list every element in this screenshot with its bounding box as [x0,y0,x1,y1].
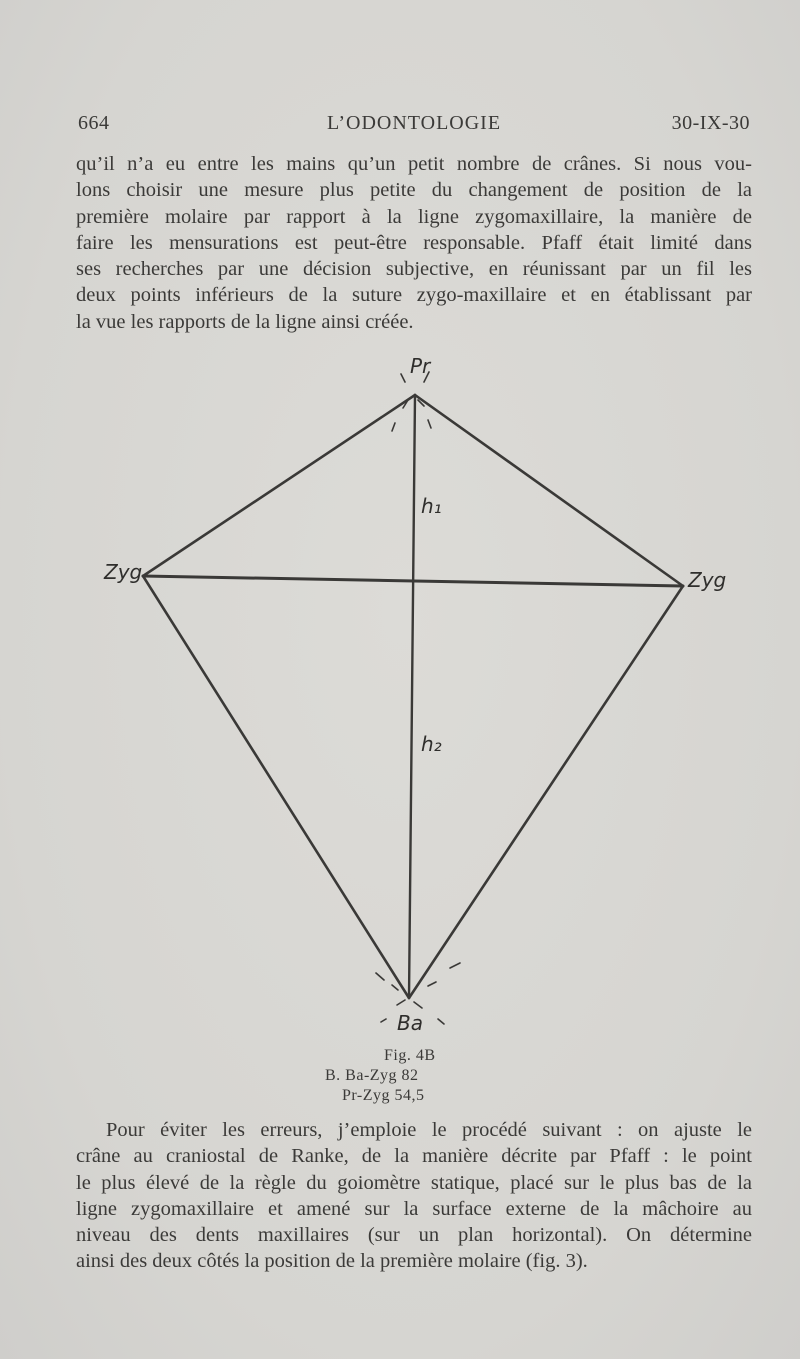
text-line: ses recherches par une décision subjective, en réunissant par un fil les [76,258,752,281]
ba-tick [376,973,384,980]
journal-title: L’ODONTOLOGIE [326,112,502,134]
text-line [76,1117,752,1143]
edge-pr-left-zyg [143,395,415,576]
figure-caption-line: Pr-Zyg 54,5 [342,1087,425,1104]
ba-tick [392,985,398,990]
ba-tick [381,1019,386,1022]
text-line: première molaire par rapport à la ligne zygomaxillaire, la manière de [76,205,752,228]
text-line: ainsi des deux côtés la position de la première molaire (fig. 3). [76,1250,588,1273]
figure-caption-line: B. Ba-Zyg 82 [325,1067,419,1084]
edge-right-zyg-ba [409,586,683,998]
label-h1: h₁ [421,494,442,518]
text-line: deux points inférieurs de la suture zygo-maxillaire et en établissant par [76,284,752,307]
pr-tick [428,420,431,428]
label-zyg-left: Zyg [104,560,143,584]
figure-caption-title: Fig. 4B [384,1047,436,1064]
ba-tick [414,1002,422,1008]
issue-date: 30-IX-30 [671,112,750,134]
edge-pr-right-zyg [415,395,683,586]
label-pr: Pr [410,354,431,378]
ba-tick [438,1019,444,1024]
text-line: lons choisir une mesure plus petite du changement de position de la [76,179,752,202]
text-line: crâne au craniostal de Ranke, de la manière décrite par Pfaff : le point [76,1145,752,1168]
text-line: la vue les rapports de la ligne ainsi créée. [76,310,414,333]
pr-tick [392,423,395,431]
label-h2: h₂ [421,732,442,756]
label-zyg-right: Zyg [688,568,727,592]
text-line-content: Pour éviter les erreurs, j’emploie le procédé suivant : on ajuste le [106,1119,752,1141]
text-line: ligne zygomaxillaire et amené sur la surface externe de la mâchoire au [76,1197,752,1220]
paragraph-procedure [76,1117,752,1275]
ba-tick [450,963,460,968]
ba-tick [428,982,436,986]
text-line: faire les mensurations est peut-être responsable. Pfaff était limité dans [76,231,752,254]
page-number: 664 [78,112,110,134]
ba-tick [397,1000,405,1005]
pr-ba-line [409,395,415,998]
label-ba: Ba [397,1011,423,1035]
edge-left-zyg-ba [143,576,409,998]
text-line: niveau des dents maxillaires (sur un plan horizontal). On détermine [76,1224,752,1247]
pr-tick [401,374,405,382]
text-line: qu’il n’a eu entre les mains qu’un petit nombre de crânes. Si nous vou- [76,153,752,175]
text-line: le plus élevé de la règle du goiomètre statique, placé sur le plus bas de la [76,1171,752,1194]
